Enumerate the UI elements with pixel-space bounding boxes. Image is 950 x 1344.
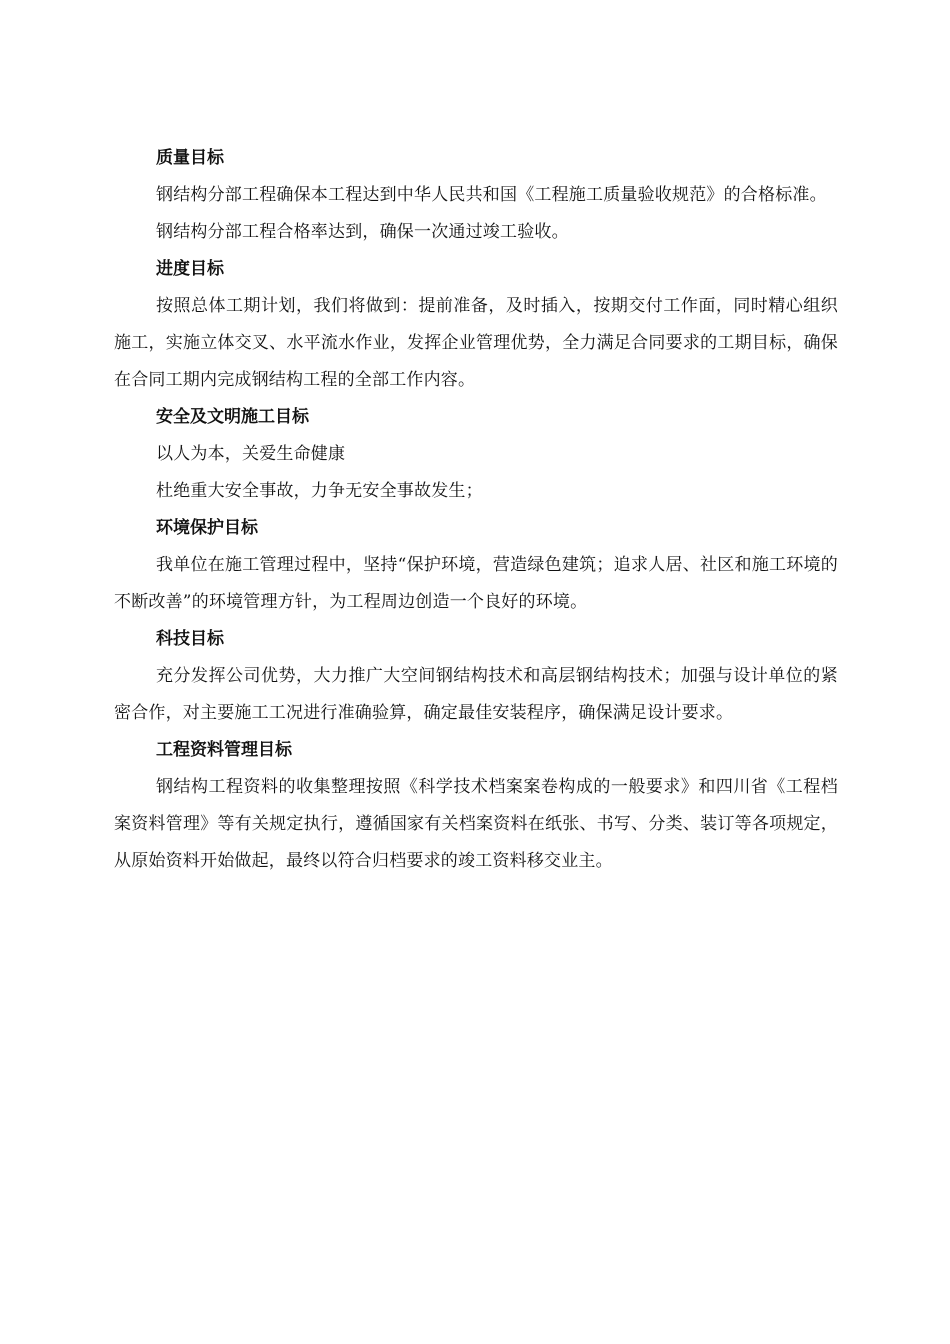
section-documentation-goal — [114, 732, 838, 880]
paragraph: 钢结构分部工程确保本工程达到中华人民共和国《工程施工质量验收规范》的合格标准。 — [156, 185, 827, 205]
paragraph: 钢结构工程资料的收集整理按照《科学技术档案案卷构成的一般要求》和四川省《工程档案资料管理》等有关规定执行，遵循国家有关档案资料在纸张、书写、分类、装订等各项规定，从原始资料开始做起，最终以符合归档要求的竣工资料移交业主。 — [114, 777, 838, 871]
section-heading: 科技目标 — [156, 629, 224, 649]
section-quality-goal — [114, 140, 838, 251]
document-body — [114, 140, 838, 880]
section-heading: 环境保护目标 — [156, 518, 258, 538]
paragraph: 杜绝重大安全事故，力争无安全事故发生； — [156, 481, 483, 501]
section-heading: 安全及文明施工目标 — [156, 407, 309, 427]
section-heading: 进度目标 — [156, 259, 224, 279]
section-technology-goal — [114, 621, 838, 732]
section-heading: 工程资料管理目标 — [156, 740, 292, 760]
section-environment-goal — [114, 510, 838, 621]
paragraph: 充分发挥公司优势，大力推广大空间钢结构技术和高层钢结构技术；加强与设计单位的紧密合作，对主要施工工况进行准确验算，确定最佳安装程序，确保满足设计要求。 — [114, 666, 838, 723]
section-heading: 质量目标 — [156, 148, 224, 168]
paragraph: 我单位在施工管理过程中，坚持“保护环境，营造绿色建筑；追求人居、社区和施工环境的不断改善”的环境管理方针，为工程周边创造一个良好的环境。 — [114, 555, 838, 612]
section-schedule-goal — [114, 251, 838, 399]
paragraph: 以人为本，关爱生命健康 — [156, 444, 346, 464]
paragraph: 钢结构分部工程合格率达到，确保一次通过竣工验收。 — [156, 222, 569, 242]
paragraph: 按照总体工期计划，我们将做到：提前准备，及时插入，按期交付工作面，同时精心组织施工，实施立体交叉、水平流水作业，发挥企业管理优势，全力满足合同要求的工期目标，确保在合同工期内完成钢结构工程的全部工作内容。 — [114, 296, 838, 390]
section-safety-goal — [114, 399, 838, 510]
